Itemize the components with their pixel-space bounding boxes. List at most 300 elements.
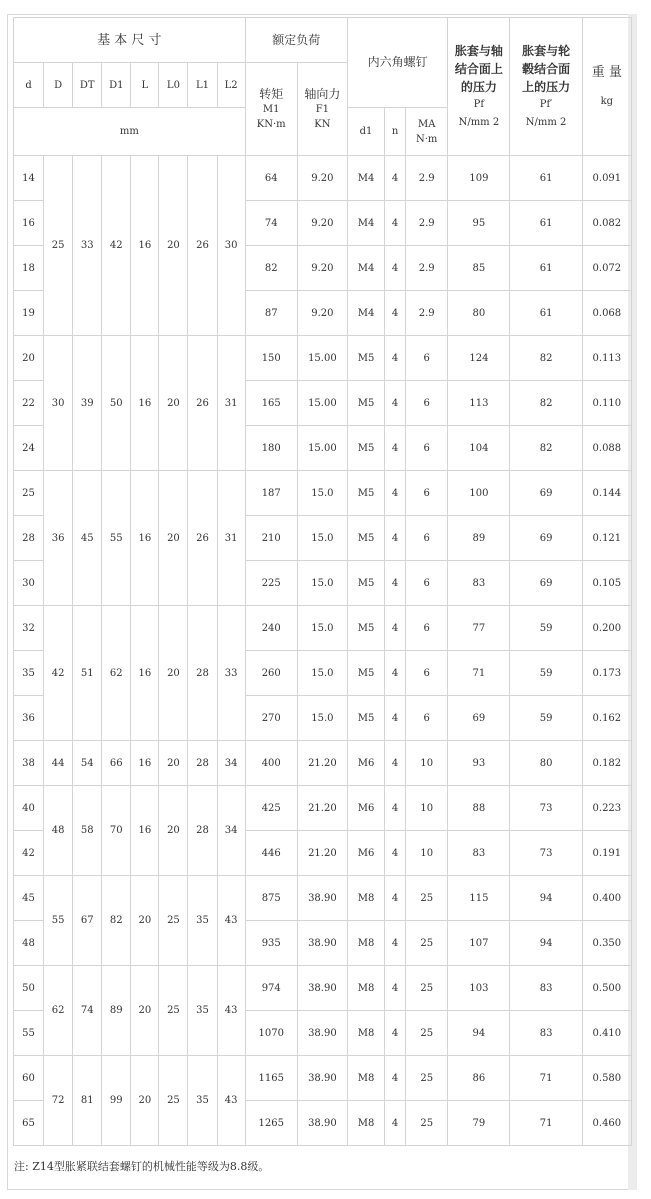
cell-pfp: 73 <box>510 831 582 876</box>
cell-pfp: 73 <box>510 786 582 831</box>
cell-n: 4 <box>385 606 406 651</box>
cell-d1: M6 <box>347 831 384 876</box>
cell-axial: 21.20 <box>297 786 347 831</box>
cell-pf: 115 <box>448 876 510 921</box>
cell-weight: 0.400 <box>582 876 631 921</box>
table-row <box>14 876 632 921</box>
cell-pfp: 69 <box>510 516 582 561</box>
cell-weight: 0.113 <box>582 336 631 381</box>
cell-pfp: 82 <box>510 381 582 426</box>
cell-ma: 6 <box>406 561 448 606</box>
cell-n: 4 <box>385 966 406 1011</box>
cell-n: 4 <box>385 156 406 201</box>
cell-d1: M5 <box>347 426 384 471</box>
cell-ma: 2.9 <box>406 291 448 336</box>
cell-L0: 20 <box>159 786 188 876</box>
cell-n: 4 <box>385 1056 406 1101</box>
cell-D: 30 <box>44 336 73 471</box>
cell-d: 25 <box>14 471 44 516</box>
cell-d1: M8 <box>347 876 384 921</box>
cell-pfp: 80 <box>510 741 582 786</box>
cell-d1: M5 <box>347 471 384 516</box>
cell-d1: M5 <box>347 381 384 426</box>
cell-axial: 15.0 <box>297 696 347 741</box>
cell-torque: 150 <box>245 336 297 381</box>
cell-pf: 80 <box>448 291 510 336</box>
cell-pf: 94 <box>448 1011 510 1056</box>
cell-D1: 66 <box>102 741 131 786</box>
cell-pf: 109 <box>448 156 510 201</box>
cell-L: 16 <box>131 336 159 471</box>
cell-n: 4 <box>385 471 406 516</box>
cell-D1: 82 <box>102 876 131 966</box>
cell-L0: 20 <box>159 156 188 336</box>
cell-L0: 20 <box>159 606 188 741</box>
cell-pf: 85 <box>448 246 510 291</box>
cell-L1: 28 <box>188 741 217 786</box>
cell-d: 65 <box>14 1101 44 1146</box>
cell-torque: 400 <box>245 741 297 786</box>
cell-n: 4 <box>385 876 406 921</box>
cell-n: 4 <box>385 1011 406 1056</box>
pfp-title-1: 胀套与轮 <box>522 43 571 58</box>
table-row <box>14 1056 632 1101</box>
cell-torque: 1070 <box>245 1011 297 1056</box>
weight-header <box>582 18 631 156</box>
cell-D: 48 <box>44 786 73 876</box>
cell-pf: 83 <box>448 831 510 876</box>
cell-L1: 28 <box>188 606 217 741</box>
cell-D: 62 <box>44 966 73 1056</box>
cell-pf: 77 <box>448 606 510 651</box>
cell-n: 4 <box>385 651 406 696</box>
cell-L0: 20 <box>159 471 188 606</box>
cell-d: 35 <box>14 651 44 696</box>
cell-pf: 113 <box>448 381 510 426</box>
cell-L0: 25 <box>159 1056 188 1146</box>
weight-unit: kg <box>600 95 614 107</box>
torque-header <box>245 63 297 156</box>
cell-L0: 20 <box>159 741 188 786</box>
col-L1: L1 <box>188 63 217 108</box>
cell-L: 16 <box>131 606 159 741</box>
cell-n: 4 <box>385 1101 406 1146</box>
footnote: 注: Z14型胀紧联结套螺钉的机械性能等级为8.8级。 <box>14 1160 270 1173</box>
cell-D: 36 <box>44 471 73 606</box>
cell-pfp: 71 <box>510 1101 582 1146</box>
cell-weight: 0.082 <box>582 201 631 246</box>
cell-pfp: 82 <box>510 336 582 381</box>
col-DT: DT <box>73 63 102 108</box>
cell-L1: 26 <box>188 471 217 606</box>
cell-d: 30 <box>14 561 44 606</box>
cell-weight: 0.105 <box>582 561 631 606</box>
table-row <box>14 606 632 651</box>
rated-load-header: 额定负荷 <box>245 18 347 63</box>
cell-d1: M8 <box>347 966 384 1011</box>
cell-d1: M5 <box>347 651 384 696</box>
axial-symbol: F1 <box>315 103 330 115</box>
table-row <box>14 471 632 516</box>
cell-DT: 33 <box>73 156 102 336</box>
pf-symbol: Pf <box>473 98 485 110</box>
cell-d: 32 <box>14 606 44 651</box>
pfp-header <box>510 18 582 156</box>
col-ma <box>406 108 448 156</box>
cell-ma: 6 <box>406 651 448 696</box>
cell-d: 40 <box>14 786 44 831</box>
axial-header <box>297 63 347 156</box>
cell-L2: 34 <box>217 786 245 876</box>
cell-L: 16 <box>131 156 159 336</box>
cell-torque: 240 <box>245 606 297 651</box>
cell-ma: 25 <box>406 876 448 921</box>
cell-pfp: 61 <box>510 156 582 201</box>
cell-d1: M8 <box>347 921 384 966</box>
cell-DT: 74 <box>73 966 102 1056</box>
cell-ma: 10 <box>406 786 448 831</box>
cell-torque: 935 <box>245 921 297 966</box>
pf-header <box>448 18 510 156</box>
cell-weight: 0.223 <box>582 786 631 831</box>
cell-weight: 0.144 <box>582 471 631 516</box>
pf-title-3: 的压力 <box>460 79 497 94</box>
cell-axial: 38.90 <box>297 966 347 1011</box>
cell-L2: 43 <box>217 1056 245 1146</box>
col-D: D <box>44 63 73 108</box>
cell-d1: M4 <box>347 201 384 246</box>
cell-pf: 93 <box>448 741 510 786</box>
cell-pf: 71 <box>448 651 510 696</box>
cell-L: 20 <box>131 1056 159 1146</box>
cell-pf: 83 <box>448 561 510 606</box>
cell-ma: 25 <box>406 966 448 1011</box>
cell-d: 19 <box>14 291 44 336</box>
cell-pfp: 69 <box>510 561 582 606</box>
cell-n: 4 <box>385 336 406 381</box>
cell-D: 44 <box>44 741 73 786</box>
axial-title: 轴向力 <box>304 86 341 101</box>
ma-symbol: MA <box>417 118 436 130</box>
cell-d: 55 <box>14 1011 44 1056</box>
cell-D1: 50 <box>102 336 131 471</box>
cell-pf: 89 <box>448 516 510 561</box>
cell-L0: 25 <box>159 876 188 966</box>
cell-pfp: 59 <box>510 606 582 651</box>
col-L0: L0 <box>159 63 188 108</box>
cell-pfp: 94 <box>510 876 582 921</box>
cell-L: 16 <box>131 786 159 876</box>
cell-pfp: 61 <box>510 201 582 246</box>
table-row <box>14 156 632 201</box>
cell-d1: M6 <box>347 741 384 786</box>
cell-pf: 69 <box>448 696 510 741</box>
cell-weight: 0.580 <box>582 1056 631 1101</box>
cell-axial: 38.90 <box>297 921 347 966</box>
cell-D1: 99 <box>102 1056 131 1146</box>
cell-pfp: 83 <box>510 966 582 1011</box>
cell-weight: 0.182 <box>582 741 631 786</box>
cell-ma: 2.9 <box>406 156 448 201</box>
spec-table <box>13 17 632 1146</box>
cell-pf: 107 <box>448 921 510 966</box>
mm-unit: mm <box>14 108 246 156</box>
cell-torque: 74 <box>245 201 297 246</box>
cell-ma: 10 <box>406 831 448 876</box>
cell-DT: 51 <box>73 606 102 741</box>
cell-D1: 70 <box>102 786 131 876</box>
cell-ma: 6 <box>406 381 448 426</box>
cell-n: 4 <box>385 921 406 966</box>
cell-weight: 0.068 <box>582 291 631 336</box>
cell-axial: 15.0 <box>297 606 347 651</box>
cell-ma: 25 <box>406 1101 448 1146</box>
cell-pfp: 71 <box>510 1056 582 1101</box>
table-row <box>14 786 632 831</box>
cell-weight: 0.500 <box>582 966 631 1011</box>
pfp-title-3: 上的压力 <box>522 79 571 94</box>
cell-L1: 26 <box>188 336 217 471</box>
cell-n: 4 <box>385 561 406 606</box>
col-L: L <box>131 63 159 108</box>
cell-d: 28 <box>14 516 44 561</box>
cell-pfp: 82 <box>510 426 582 471</box>
cell-pf: 124 <box>448 336 510 381</box>
cell-d: 24 <box>14 426 44 471</box>
cell-pfp: 94 <box>510 921 582 966</box>
cell-pfp: 61 <box>510 291 582 336</box>
cell-pf: 86 <box>448 1056 510 1101</box>
cell-torque: 875 <box>245 876 297 921</box>
cell-L: 20 <box>131 966 159 1056</box>
cell-d1: M5 <box>347 696 384 741</box>
cell-L: 16 <box>131 741 159 786</box>
cell-d1: M5 <box>347 606 384 651</box>
cell-torque: 180 <box>245 426 297 471</box>
cell-pf: 103 <box>448 966 510 1011</box>
cell-DT: 67 <box>73 876 102 966</box>
cell-pfp: 59 <box>510 696 582 741</box>
cell-D: 42 <box>44 606 73 741</box>
cell-n: 4 <box>385 741 406 786</box>
cell-d: 14 <box>14 156 44 201</box>
cell-weight: 0.173 <box>582 651 631 696</box>
cell-L2: 30 <box>217 156 245 336</box>
cell-axial: 38.90 <box>297 1101 347 1146</box>
col-L2: L2 <box>217 63 245 108</box>
cell-ma: 25 <box>406 1056 448 1101</box>
cell-pfp: 69 <box>510 471 582 516</box>
cell-axial: 38.90 <box>297 1011 347 1056</box>
cell-d1: M5 <box>347 336 384 381</box>
cell-ma: 6 <box>406 426 448 471</box>
cell-n: 4 <box>385 696 406 741</box>
cell-axial: 9.20 <box>297 246 347 291</box>
cell-axial: 21.20 <box>297 831 347 876</box>
cell-L2: 31 <box>217 471 245 606</box>
cell-DT: 58 <box>73 786 102 876</box>
cell-weight: 0.091 <box>582 156 631 201</box>
cell-ma: 6 <box>406 696 448 741</box>
cell-torque: 82 <box>245 246 297 291</box>
axial-unit: KN <box>314 118 331 130</box>
cell-d: 16 <box>14 201 44 246</box>
cell-n: 4 <box>385 246 406 291</box>
cell-n: 4 <box>385 201 406 246</box>
cell-DT: 45 <box>73 471 102 606</box>
cell-weight: 0.200 <box>582 606 631 651</box>
cell-pf: 104 <box>448 426 510 471</box>
cell-d: 60 <box>14 1056 44 1101</box>
torque-symbol: M1 <box>262 103 280 115</box>
weight-title: 重 量 <box>591 64 622 80</box>
cell-L1: 26 <box>188 156 217 336</box>
cell-pf: 100 <box>448 471 510 516</box>
cell-axial: 38.90 <box>297 876 347 921</box>
cell-axial: 21.20 <box>297 741 347 786</box>
cell-L1: 28 <box>188 786 217 876</box>
cell-torque: 165 <box>245 381 297 426</box>
col-n: n <box>385 108 406 156</box>
cell-axial: 15.00 <box>297 336 347 381</box>
torque-title: 转矩 <box>259 86 284 101</box>
cell-d1: M5 <box>347 561 384 606</box>
cell-torque: 270 <box>245 696 297 741</box>
cell-axial: 15.0 <box>297 651 347 696</box>
cell-torque: 425 <box>245 786 297 831</box>
torque-unit: KN·m <box>256 118 286 130</box>
cell-d1: M8 <box>347 1056 384 1101</box>
cell-n: 4 <box>385 381 406 426</box>
cell-d: 20 <box>14 336 44 381</box>
cell-d1: M5 <box>347 516 384 561</box>
cell-ma: 2.9 <box>406 246 448 291</box>
cell-L: 16 <box>131 471 159 606</box>
pf-title-2: 结合面上 <box>454 61 503 76</box>
cell-weight: 0.460 <box>582 1101 631 1146</box>
cell-D1: 42 <box>102 156 131 336</box>
cell-torque: 974 <box>245 966 297 1011</box>
cell-torque: 446 <box>245 831 297 876</box>
cell-ma: 6 <box>406 471 448 516</box>
cell-d: 36 <box>14 696 44 741</box>
cell-DT: 81 <box>73 1056 102 1146</box>
pf-title-1: 胀套与轴 <box>454 43 503 58</box>
cell-ma: 10 <box>406 741 448 786</box>
cell-pf: 79 <box>448 1101 510 1146</box>
cell-d1: M4 <box>347 291 384 336</box>
cell-torque: 87 <box>245 291 297 336</box>
pfp-symbol: Pf′ <box>539 98 553 110</box>
cell-L2: 33 <box>217 606 245 741</box>
cell-D1: 62 <box>102 606 131 741</box>
cell-DT: 39 <box>73 336 102 471</box>
cell-torque: 187 <box>245 471 297 516</box>
cell-pfp: 59 <box>510 651 582 696</box>
cell-torque: 260 <box>245 651 297 696</box>
cell-torque: 1165 <box>245 1056 297 1101</box>
cell-ma: 25 <box>406 921 448 966</box>
cell-axial: 15.0 <box>297 561 347 606</box>
cell-weight: 0.410 <box>582 1011 631 1056</box>
cell-n: 4 <box>385 516 406 561</box>
cell-ma: 25 <box>406 1011 448 1056</box>
cell-L2: 43 <box>217 876 245 966</box>
cell-L0: 25 <box>159 966 188 1056</box>
cell-weight: 0.121 <box>582 516 631 561</box>
cell-d: 42 <box>14 831 44 876</box>
cell-axial: 15.0 <box>297 516 347 561</box>
col-D1: D1 <box>102 63 131 108</box>
cell-axial: 9.20 <box>297 201 347 246</box>
cell-D1: 55 <box>102 471 131 606</box>
cell-L1: 35 <box>188 966 217 1056</box>
cell-weight: 0.162 <box>582 696 631 741</box>
cell-ma: 6 <box>406 606 448 651</box>
cell-torque: 210 <box>245 516 297 561</box>
cell-n: 4 <box>385 786 406 831</box>
cell-L2: 34 <box>217 741 245 786</box>
cell-n: 4 <box>385 426 406 471</box>
cell-axial: 15.00 <box>297 381 347 426</box>
cell-ma: 6 <box>406 336 448 381</box>
cell-d: 45 <box>14 876 44 921</box>
pf-unit: N/mm 2 <box>458 116 500 128</box>
cell-d1: M4 <box>347 156 384 201</box>
cell-L: 20 <box>131 876 159 966</box>
cell-weight: 0.191 <box>582 831 631 876</box>
cell-axial: 9.20 <box>297 156 347 201</box>
basic-dimensions-header: 基 本 尺 寸 <box>14 18 246 63</box>
cell-axial: 15.0 <box>297 471 347 516</box>
cell-n: 4 <box>385 291 406 336</box>
cell-d: 48 <box>14 921 44 966</box>
cell-d1: M6 <box>347 786 384 831</box>
cell-d: 22 <box>14 381 44 426</box>
cell-ma: 6 <box>406 516 448 561</box>
cell-d1: M8 <box>347 1011 384 1056</box>
pfp-unit: N/mm 2 <box>525 116 567 128</box>
cell-DT: 54 <box>73 741 102 786</box>
cell-L1: 35 <box>188 876 217 966</box>
cell-weight: 0.072 <box>582 246 631 291</box>
hex-screw-header: 内六角螺钉 <box>347 18 447 108</box>
table-row <box>14 741 632 786</box>
cell-L1: 35 <box>188 1056 217 1146</box>
cell-pf: 95 <box>448 201 510 246</box>
col-d: d <box>14 63 44 108</box>
col-d1: d1 <box>347 108 384 156</box>
cell-L0: 20 <box>159 336 188 471</box>
cell-torque: 64 <box>245 156 297 201</box>
cell-axial: 9.20 <box>297 291 347 336</box>
pfp-title-2: 毂结合面 <box>522 61 571 76</box>
cell-d: 38 <box>14 741 44 786</box>
cell-pfp: 83 <box>510 1011 582 1056</box>
cell-d1: M4 <box>347 246 384 291</box>
cell-axial: 15.00 <box>297 426 347 471</box>
cell-torque: 1265 <box>245 1101 297 1146</box>
cell-n: 4 <box>385 831 406 876</box>
cell-D: 25 <box>44 156 73 336</box>
cell-D1: 89 <box>102 966 131 1056</box>
cell-L2: 31 <box>217 336 245 471</box>
cell-pf: 88 <box>448 786 510 831</box>
cell-torque: 225 <box>245 561 297 606</box>
cell-weight: 0.110 <box>582 381 631 426</box>
cell-weight: 0.088 <box>582 426 631 471</box>
cell-d1: M8 <box>347 1101 384 1146</box>
